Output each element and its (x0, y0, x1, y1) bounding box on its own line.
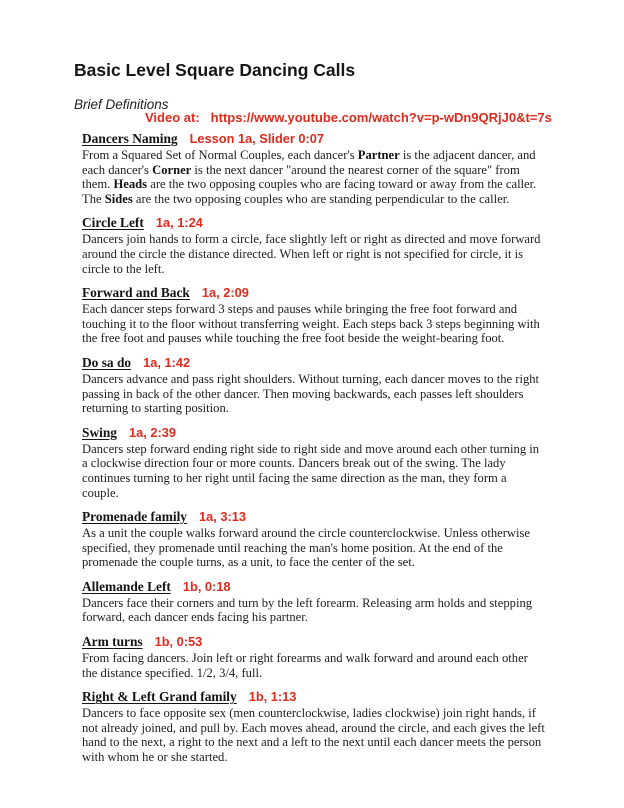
lesson-timestamp: 1a, 2:09 (201, 285, 249, 301)
call-definition-text: From facing dancers. Join left or right forearms and walk forward and around each other the distance specified. 1/2, 3/4, full. (82, 651, 528, 680)
call-name-heading: Arm turns (82, 634, 143, 650)
call-section (82, 215, 554, 276)
video-at-label: Video at: (145, 110, 200, 125)
call-definition-text: Dancers advance and pass right shoulders. Without turning, each dancer moves to the right passing in back of the other dancer. Then moving backwards, each passes left shoulders returning to starting position. (82, 371, 540, 416)
call-heading-row (82, 634, 554, 650)
lesson-timestamp: 1a, 2:39 (128, 424, 176, 440)
call-heading-row (82, 215, 554, 231)
call-section (82, 285, 554, 346)
call-name-heading: Circle Left (82, 215, 144, 231)
definitions-list (82, 131, 554, 765)
lesson-timestamp: 1a, 3:13 (199, 509, 246, 525)
call-name-heading: Allemande Left (82, 578, 171, 594)
call-section (82, 425, 554, 500)
call-name-heading: Do sa do (82, 354, 132, 370)
call-section (82, 634, 554, 680)
lesson-timestamp: 1b, 0:53 (154, 634, 203, 650)
call-definition-text: From a Squared Set of Normal Couples, each dancer's Partner is the adjacent dancer, and each dancer's Corner is the next dancer "around the nearest corner of the square" from them. Heads are the two opposing couples who are facing toward or away from the caller. The Sides are the two opposing couples who are standing perpendicular to the caller. (82, 148, 537, 206)
lesson-timestamp: 1a, 1:24 (155, 215, 203, 231)
call-heading-row (82, 285, 554, 301)
call-section (82, 689, 554, 764)
call-section (82, 509, 554, 570)
call-definition-text: Dancers join hands to form a circle, face slightly left or right as directed and move forward around the circle the distance directed. When left or right is not specified for circle, it is circle to the left. (82, 232, 541, 276)
call-heading-row (82, 425, 554, 441)
call-definition-text: Dancers face their corners and turn by the left forearm. Releasing arm holds and stepping forward, each dancer ends facing his partner. (82, 595, 533, 625)
call-definition-text: Each dancer steps forward 3 steps and pauses while bringing the free foot forward and touching it to the floor without transferring weight. Each steps back 3 steps beginning with the free foot and pauses while touching the free foot beside the weight-bearing foot. (82, 302, 540, 346)
page-title: Basic Level Square Dancing Calls (74, 60, 356, 80)
call-section (82, 355, 554, 416)
call-definition-text: As a unit the couple walks forward around the circle counterclockwise. Unless otherwise specified, they promenade until reaching the man's home position. At the end of the promenade the couple turns, as a unit, to face the center of the set. (82, 526, 530, 570)
call-name-heading: Right & Left Grand family (82, 689, 237, 705)
call-heading-row (82, 579, 554, 595)
call-name-heading: Promenade family (82, 509, 187, 525)
call-section (82, 131, 554, 206)
call-name-heading: Dancers Naming (82, 131, 178, 146)
call-heading-row (82, 355, 554, 371)
call-name-heading: Swing (82, 424, 117, 440)
subtitle-brief-definitions: Brief Definitions (74, 97, 169, 112)
call-heading-row (82, 509, 554, 525)
document-content (74, 60, 554, 765)
call-heading-row (82, 689, 554, 705)
lesson-timestamp: 1b, 1:13 (248, 689, 297, 705)
lesson-timestamp: 1b, 0:18 (182, 578, 231, 594)
call-definition-text: Dancers to face opposite sex (men counterclockwise, ladies clockwise) join right hands, if not already joined, and pull by. Each moves ahead, around the circle, and each gives the left hand to the next, a right to the next and a left to the next until each dancer meets the person with whom he or she started. (82, 706, 545, 765)
lesson-timestamp: 1a, 1:42 (143, 354, 191, 370)
call-definition-text: Dancers step forward ending right side to right side and move around each other turning in a clockwise direction four or more counts. Dancers break out of the swing. The lady continues turning to her right until facing the same direction as the man, they form a couple. (82, 441, 540, 500)
video-reference-line (145, 110, 554, 125)
youtube-url-link[interactable]: https://www.youtube.com/watch?v=p-wDn9QRjJ0&t=7s (210, 110, 552, 125)
call-section (82, 579, 554, 625)
call-name-heading: Forward and Back (82, 285, 190, 301)
lesson-timestamp: Lesson 1a, Slider 0:07 (189, 131, 325, 146)
call-heading-row (82, 131, 554, 147)
